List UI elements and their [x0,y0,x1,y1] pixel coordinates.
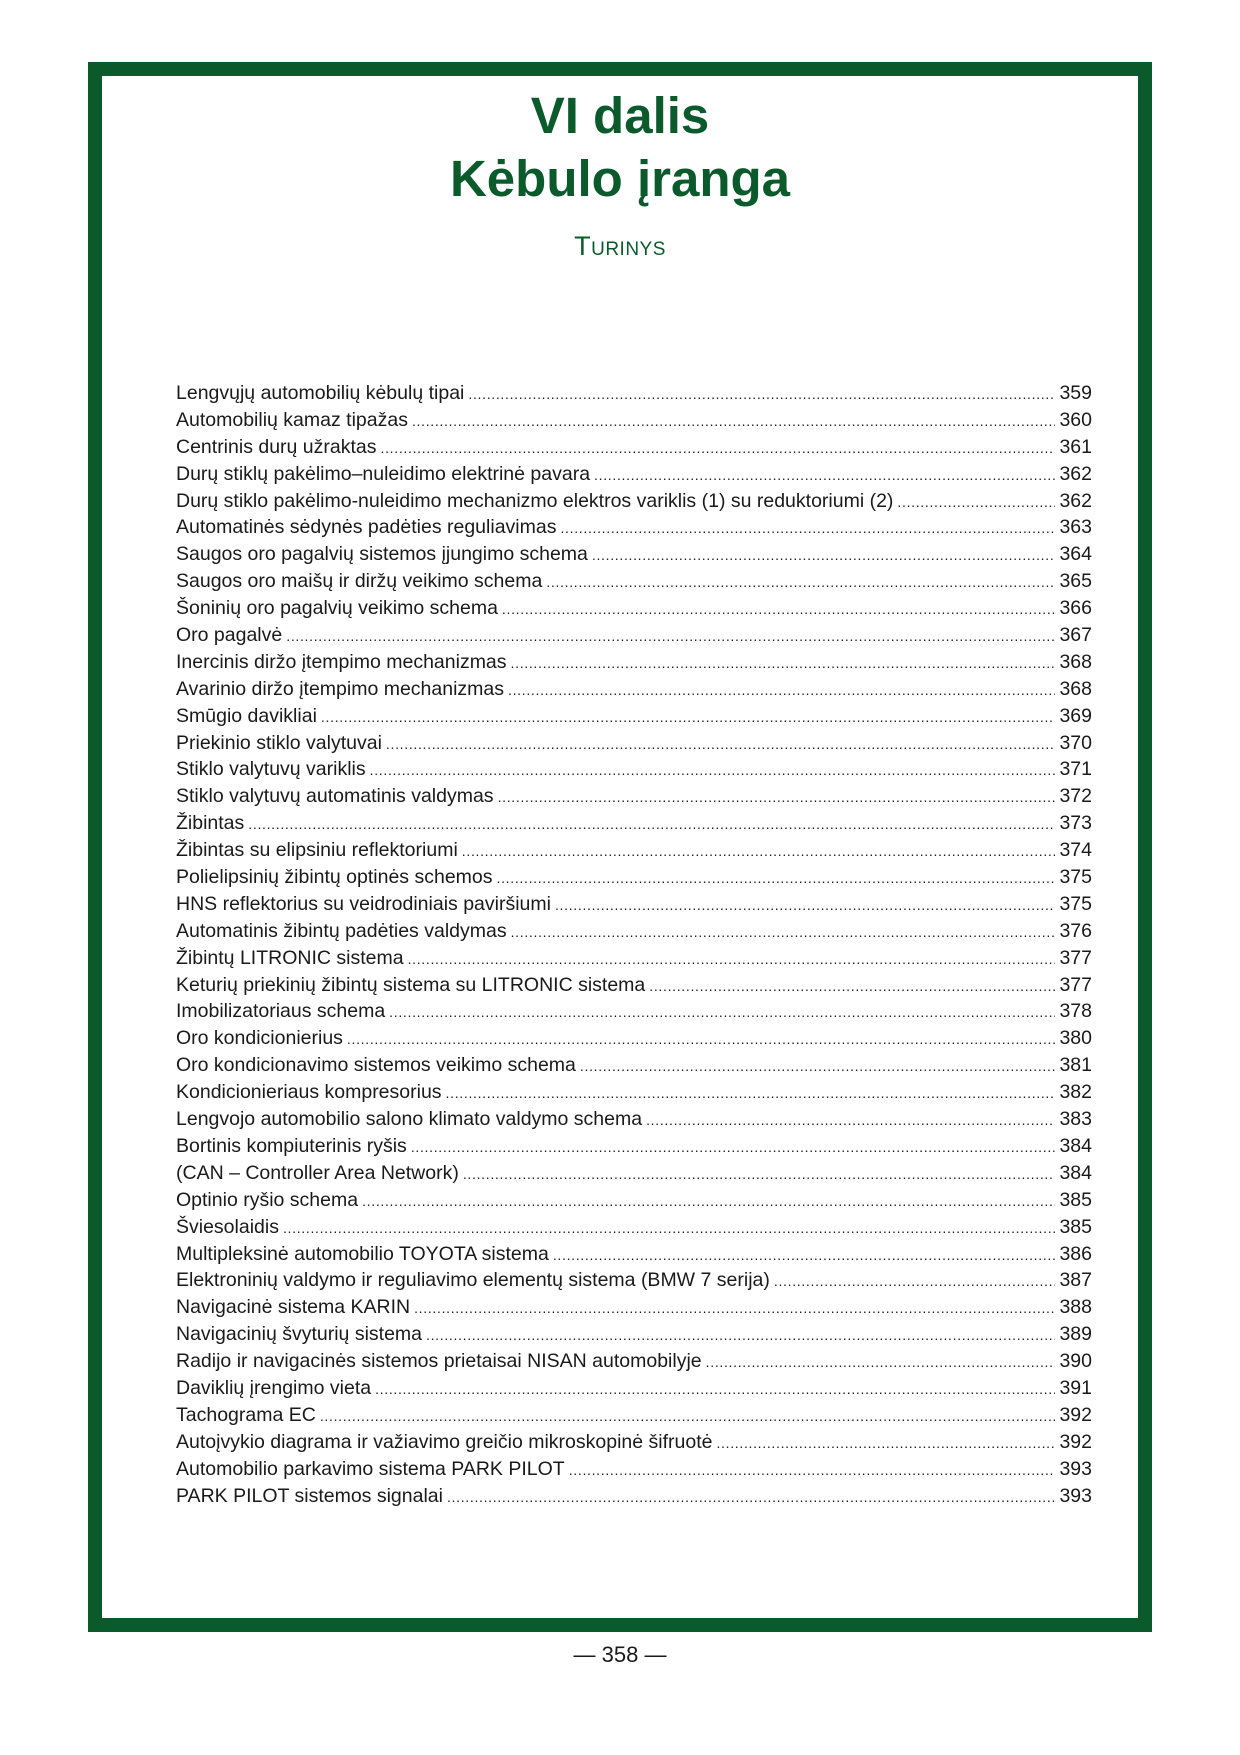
toc-entry-title: Saugos oro maišų ir diržų veikimo schema [176,570,543,593]
toc-entry-page: 389 [1059,1323,1092,1346]
toc-entry [176,1350,1092,1377]
toc-entry [176,409,1092,436]
toc-dot-leader [389,1004,1055,1020]
toc-entry-page: 386 [1059,1242,1092,1265]
toc-entry-title: Polielipsinių žibintų optinės schemos [176,866,493,889]
toc-entry-title: PARK PILOT sistemos signalai [176,1484,443,1507]
toc-dot-leader [553,1247,1056,1263]
toc-dot-leader [347,1031,1056,1047]
toc-entry-title: Lengvųjų automobilių kėbulų tipai [176,382,465,404]
toc-entry-page: 375 [1059,866,1092,889]
toc-entry-page: 361 [1059,435,1092,458]
toc-entry-page: 364 [1059,543,1092,566]
toc-entry-title: Lengvojo automobilio salono klimato valdymo schema [176,1108,643,1131]
toc-entry [176,1458,1092,1485]
toc-entry-page: 380 [1059,1027,1092,1050]
toc-dot-leader [386,736,1056,752]
toc-entry [176,732,1092,759]
toc-entry [176,543,1092,570]
toc-entry-title: Radijo ir navigacinės sistemos prietaisai NISAN automobilyje [176,1350,702,1373]
toc-entry-title: Žibintas [176,812,245,835]
toc-entry-page: 366 [1059,597,1092,620]
toc-entry-title: (CAN – Controller Area Network) [176,1161,459,1184]
toc-entry [176,1269,1092,1296]
toc-entry-page: 360 [1059,408,1092,431]
part-title-line2: Kėbulo įranga [449,150,791,207]
toc-entry [176,920,1092,947]
toc-entry-title: Inercinis diržo įtempimo mechanizmas [176,650,507,673]
toc-dot-leader [370,762,1056,778]
toc-dot-leader [447,1489,1055,1505]
toc-dot-leader [286,628,1055,644]
toc-entry-page: 377 [1059,946,1092,969]
toc-dot-leader [321,709,1056,725]
toc-entry-title: Tachograma EC [176,1403,316,1426]
toc-dot-leader [426,1327,1055,1343]
toc-entry-title: Bortinis kompiuterinis ryšis [176,1134,407,1157]
toc-entry-title: Keturių priekinių žibintų sistema su LITRONIC sistema [176,973,646,996]
toc-entry [176,1296,1092,1323]
toc-entry [176,1135,1092,1162]
part-title-line1: VI dalis [530,87,710,144]
table-of-contents [176,382,1092,1511]
toc-entry [176,1189,1092,1216]
toc-entry [176,705,1092,732]
toc-dot-leader [411,1139,1056,1155]
toc-entry-title: Priekinio stiklo valytuvai [176,731,382,754]
toc-entry [176,570,1092,597]
toc-entry [176,1485,1092,1512]
toc-entry-page: 373 [1059,812,1092,835]
toc-entry-title: Imobilizatoriaus schema [176,1000,386,1023]
toc-dot-leader [468,386,1055,402]
toc-dot-leader [412,413,1056,429]
contents-heading [0,231,1240,262]
toc-entry [176,893,1092,920]
toc-entry [176,624,1092,651]
toc-entry [176,1323,1092,1350]
toc-dot-leader [511,924,1056,940]
toc-entry-page: 377 [1059,973,1092,996]
toc-entry-page: 392 [1059,1403,1092,1426]
toc-dot-leader [462,843,1056,859]
toc-entry [176,516,1092,543]
toc-dot-leader [592,547,1056,563]
toc-entry [176,382,1092,409]
toc-entry-title: Elektroninių valdymo ir reguliavimo elementų sistema (BMW 7 serija) [176,1269,770,1292]
toc-entry-title: HNS reflektorius su veidrodiniais paviršiumi [176,892,551,915]
toc-dot-leader [248,816,1055,832]
toc-entry [176,436,1092,463]
toc-entry-title: Saugos oro pagalvių sistemos įjungimo schema [176,543,588,566]
toc-dot-leader [560,520,1055,536]
toc-entry-title: Centrinis durų užraktas [176,435,377,458]
toc-entry-title: Durų stiklų pakėlimo–nuleidimo elektrinė pavara [176,462,591,485]
toc-entry [176,597,1092,624]
toc-entry-page: 368 [1059,677,1092,700]
toc-entry-page: 391 [1059,1376,1092,1399]
toc-entry-page: 369 [1059,704,1092,727]
toc-entry-title: Oro kondicionierius [176,1027,343,1050]
toc-entry [176,490,1092,517]
toc-entry-page: 367 [1059,624,1092,647]
toc-dot-leader [375,1381,1055,1397]
toc-entry-page: 374 [1059,839,1092,862]
toc-entry-title: Optinio ryšio schema [176,1188,359,1211]
toc-dot-leader [414,1300,1055,1316]
toc-entry-title: Avarinio diržo įtempimo mechanizmas [176,677,505,700]
toc-entry-page: 372 [1059,785,1092,808]
toc-entry-page: 388 [1059,1296,1092,1319]
toc-entry-page: 368 [1059,650,1092,673]
toc-entry [176,758,1092,785]
toc-entry-page: 362 [1059,462,1092,485]
toc-entry-title: Oro pagalvė [176,624,283,647]
part-title [0,84,1240,210]
toc-dot-leader [320,1408,1056,1424]
page-number: — 358 — [573,1642,667,1667]
toc-entry [176,1081,1092,1108]
toc-entry-title: Kondicionieriaus kompresorius [176,1081,442,1104]
toc-entry-page: 382 [1059,1081,1092,1104]
toc-entry-page: 359 [1059,382,1092,404]
toc-entry-page: 393 [1059,1457,1092,1480]
toc-entry-title: Daviklių įrengimo vieta [176,1376,372,1399]
toc-dot-leader [580,1058,1056,1074]
toc-dot-leader [649,978,1055,994]
toc-entry-title: Žibintų LITRONIC sistema [176,946,404,969]
toc-entry [176,1027,1092,1054]
toc-entry-page: 362 [1059,489,1092,512]
toc-dot-leader [463,1166,1056,1182]
toc-entry-page: 365 [1059,570,1092,593]
toc-dot-leader [362,1193,1055,1209]
toc-entry [176,1054,1092,1081]
toc-entry-page: 381 [1059,1054,1092,1077]
toc-entry-title: Automobilio parkavimo sistema PARK PILOT [176,1457,565,1480]
toc-entry-title: Stiklo valytuvų automatinis valdymas [176,785,494,808]
toc-entry-page: 387 [1059,1269,1092,1292]
toc-entry-page: 376 [1059,919,1092,942]
toc-dot-leader [408,951,1056,967]
toc-dot-leader [555,897,1055,913]
toc-dot-leader [546,574,1055,590]
toc-dot-leader [381,440,1056,456]
toc-entry-title: Navigacinė sistema KARIN [176,1296,411,1319]
toc-entry-page: 384 [1059,1161,1092,1184]
toc-entry [176,1404,1092,1431]
toc-dot-leader [646,1112,1055,1128]
toc-entry [176,812,1092,839]
toc-entry-title: Automatinės sėdynės padėties reguliavimas [176,516,557,539]
toc-entry-page: 375 [1059,892,1092,915]
toc-entry [176,785,1092,812]
toc-entry-title: Durų stiklo pakėlimo-nuleidimo mechanizmo elektros variklis (1) su reduktoriumi (2) [176,489,894,512]
toc-entry-title: Automobilių kamaz tipažas [176,408,408,431]
toc-dot-leader [497,870,1056,886]
toc-dot-leader [569,1462,1056,1478]
toc-entry [176,651,1092,678]
toc-entry [176,1108,1092,1135]
toc-entry-page: 385 [1059,1188,1092,1211]
toc-entry-title: Smūgio davikliai [176,704,317,727]
toc-entry [176,1431,1092,1458]
toc-entry-page: 371 [1059,758,1092,781]
toc-entry-page: 370 [1059,731,1092,754]
toc-entry [176,1243,1092,1270]
toc-entry-title: Oro kondicionavimo sistemos veikimo schema [176,1054,576,1077]
toc-entry-title: Šoninių oro pagalvių veikimo schema [176,597,498,620]
toc-entry-title: Stiklo valytuvų variklis [176,758,366,781]
toc-entry-page: 383 [1059,1108,1092,1131]
toc-dot-leader [594,467,1055,483]
toc-dot-leader [511,655,1056,671]
toc-dot-leader [508,682,1055,698]
contents-heading-rest: URINYS [591,239,666,260]
toc-entry-title: Autoįvykio diagrama ir važiavimo greičio mikroskopinė šifruotė [176,1430,713,1453]
toc-entry [176,1377,1092,1404]
toc-entry [176,866,1092,893]
toc-entry [176,1162,1092,1189]
toc-entry-title: Navigacinių švyturių sistema [176,1323,423,1346]
toc-entry [176,1000,1092,1027]
toc-dot-leader [446,1085,1056,1101]
toc-entry-title: Multipleksinė automobilio TOYOTA sistema [176,1242,549,1265]
toc-dot-leader [716,1435,1055,1451]
toc-dot-leader [498,789,1056,805]
toc-entry-page: 390 [1059,1350,1092,1373]
toc-dot-leader [502,601,1056,617]
toc-entry [176,974,1092,1001]
contents-heading-initial: T [574,231,592,261]
toc-entry [176,1216,1092,1243]
toc-entry-page: 378 [1059,1000,1092,1023]
toc-entry-page: 392 [1059,1430,1092,1453]
toc-dot-leader [774,1273,1056,1289]
toc-dot-leader [706,1354,1056,1370]
toc-dot-leader [897,494,1055,510]
toc-entry-title: Automatinis žibintų padėties valdymas [176,919,507,942]
toc-dot-leader [283,1220,1055,1236]
toc-entry [176,947,1092,974]
toc-entry [176,678,1092,705]
toc-entry-page: 384 [1059,1134,1092,1157]
toc-entry-title: Šviesolaidis [176,1215,279,1238]
toc-entry [176,839,1092,866]
toc-entry [176,463,1092,490]
toc-entry-title: Žibintas su elipsiniu reflektoriumi [176,839,458,862]
toc-entry-page: 393 [1059,1484,1092,1507]
toc-entry-page: 363 [1059,516,1092,539]
toc-entry-page: 385 [1059,1215,1092,1238]
